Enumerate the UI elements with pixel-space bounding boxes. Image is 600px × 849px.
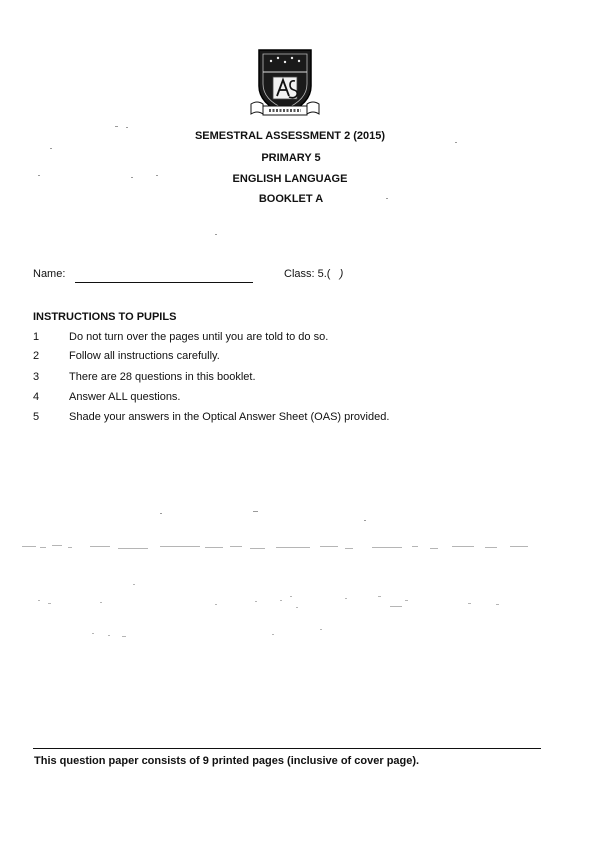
name-field-line [75, 282, 253, 283]
instruction-text: Follow all instructions carefully. [69, 350, 220, 362]
footer-note: This question paper consists of 9 printed pages (inclusive of cover page). [34, 755, 420, 767]
instruction-number: 4 [33, 391, 40, 403]
exam-booklet: BOOKLET A [258, 193, 324, 205]
instruction-number: 2 [33, 350, 40, 362]
instruction-number: 5 [33, 411, 40, 423]
instruction-number: 1 [33, 331, 40, 343]
exam-level: PRIMARY 5 [261, 152, 321, 164]
exam-subject: ENGLISH LANGUAGE [232, 173, 348, 185]
instruction-text: There are 28 questions in this booklet. [69, 371, 256, 383]
instruction-text: Shade your answers in the Optical Answer Sheet (OAS) provided. [69, 411, 390, 423]
class-label: Class: 5.( [284, 268, 331, 280]
name-label: Name: [33, 268, 66, 280]
class-field [284, 268, 343, 280]
footer-rule [33, 748, 541, 749]
exam-title: SEMESTRAL ASSESSMENT 2 (2015) [194, 130, 386, 142]
class-close-paren: ) [339, 268, 344, 280]
instruction-text: Answer ALL questions. [69, 391, 181, 403]
school-crest-icon [249, 44, 321, 120]
instructions-title: INSTRUCTIONS TO PUPILS [33, 311, 177, 323]
instruction-number: 3 [33, 371, 40, 383]
instruction-text: Do not turn over the pages until you are told to do so. [69, 331, 329, 343]
